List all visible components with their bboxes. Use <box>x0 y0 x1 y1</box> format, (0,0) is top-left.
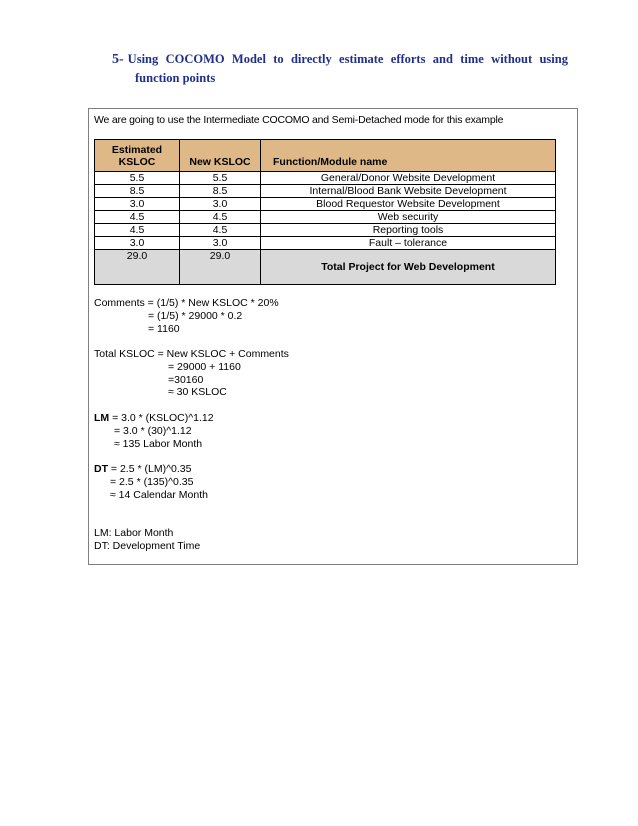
table-total-row <box>95 250 556 285</box>
content-box <box>88 108 578 565</box>
table-row <box>95 198 556 211</box>
table-row <box>95 224 556 237</box>
heading-word: efforts <box>390 52 426 66</box>
dt-calculation <box>94 463 208 501</box>
cell-name: Reporting tools <box>261 224 556 237</box>
cell-new: 3.0 <box>180 237 261 250</box>
heading-line-1 <box>112 50 568 69</box>
lm-line: = 3.0 * (30)^1.12 <box>114 424 192 437</box>
cell-new: 3.0 <box>180 198 261 211</box>
heading-number: 5- Using <box>112 52 159 67</box>
cell-new: 4.5 <box>180 224 261 237</box>
legend-lm: LM: Labor Month <box>94 527 174 539</box>
heading-word: Model <box>231 52 266 66</box>
ksloc-table <box>94 139 556 285</box>
comments-calculation <box>94 297 279 335</box>
dt-line: DT = 2.5 * (LM)^0.35 <box>94 463 192 475</box>
heading-word: estimate <box>339 52 384 66</box>
comments-line: = (1/5) * 29000 * 0.2 <box>148 309 243 322</box>
cell-new: 5.5 <box>180 172 261 185</box>
total-ksloc-calculation <box>94 348 289 399</box>
cell-estimated: 3.0 <box>95 198 180 211</box>
cell-total-new: 29.0 <box>180 250 261 285</box>
cell-name: Blood Requestor Website Development <box>261 198 556 211</box>
dt-line: ≈ 14 Calendar Month <box>110 488 208 501</box>
cell-estimated: 8.5 <box>95 185 180 198</box>
table-row <box>95 211 556 224</box>
heading-word: without <box>491 52 533 66</box>
header-function-name: Function/Module name <box>261 140 556 172</box>
legend-dt: DT: Development Time <box>94 539 201 552</box>
table-row <box>95 172 556 185</box>
heading-line-2: function points <box>135 71 216 85</box>
comments-line: = 1160 <box>148 322 180 335</box>
dt-line: = 2.5 * (135)^0.35 <box>110 475 194 488</box>
cell-estimated: 3.0 <box>95 237 180 250</box>
cell-new: 4.5 <box>180 211 261 224</box>
cell-name: Web security <box>261 211 556 224</box>
cell-total-estimated: 29.0 <box>95 250 180 285</box>
cell-name: General/Donor Website Development <box>261 172 556 185</box>
comments-line: Comments = (1/5) * New KSLOC * 20% <box>94 297 279 309</box>
intro-text: We are going to use the Intermediate COCOMO and Semi-Detached mode for this example <box>94 114 504 126</box>
total-ksloc-line: Total KSLOC = New KSLOC + Comments <box>94 348 289 360</box>
lm-calculation <box>94 412 214 450</box>
table-header-row <box>95 140 556 172</box>
total-ksloc-line: = 29000 + 1160 <box>168 360 241 373</box>
table-row <box>95 237 556 250</box>
section-heading <box>112 50 568 88</box>
heading-word: time <box>460 52 484 66</box>
lm-label: LM <box>94 412 110 424</box>
heading-word: directly <box>290 52 332 66</box>
heading-word: COCOMO <box>165 52 225 66</box>
total-ksloc-line: ≈ 30 KSLOC <box>168 386 227 399</box>
cell-name: Internal/Blood Bank Website Development <box>261 185 556 198</box>
lm-line: ≈ 135 Labor Month <box>114 437 203 450</box>
header-new-ksloc: New KSLOC <box>180 140 261 172</box>
cell-new: 8.5 <box>180 185 261 198</box>
total-ksloc-line: =30160 <box>168 373 204 386</box>
table-row <box>95 185 556 198</box>
cell-name: Fault – tolerance <box>261 237 556 250</box>
header-estimated-ksloc: Estimated KSLOC <box>95 140 180 172</box>
abbreviation-legend <box>94 527 200 553</box>
cell-estimated: 4.5 <box>95 211 180 224</box>
dt-label: DT <box>94 463 108 475</box>
cell-total-name: Total Project for Web Development <box>261 250 556 285</box>
heading-word: using <box>539 52 568 66</box>
lm-line: LM = 3.0 * (KSLOC)^1.12 <box>94 412 214 424</box>
heading-word: and <box>432 52 453 66</box>
heading-word: to <box>273 52 284 66</box>
cell-estimated: 4.5 <box>95 224 180 237</box>
cell-estimated: 5.5 <box>95 172 180 185</box>
